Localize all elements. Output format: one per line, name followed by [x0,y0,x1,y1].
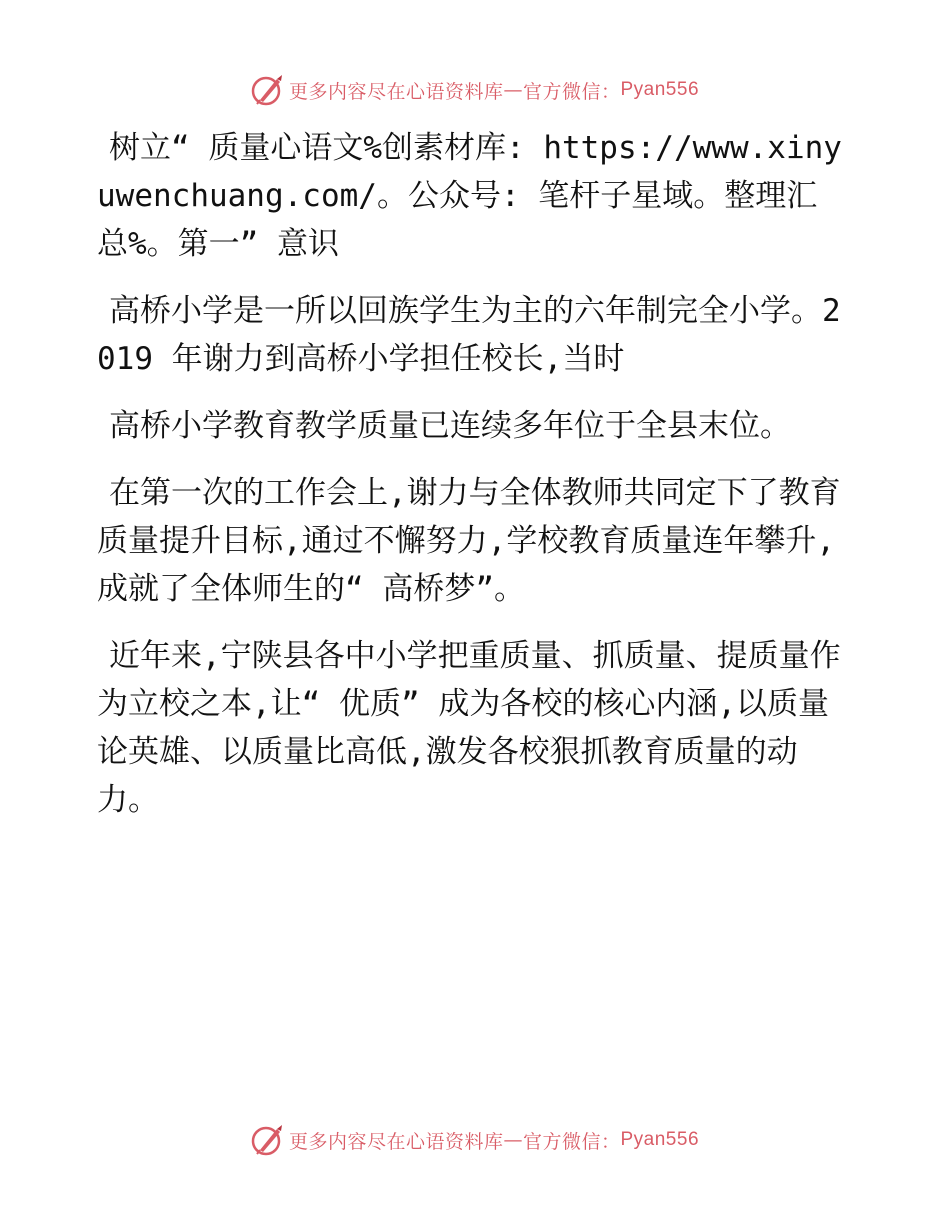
watermark-site-text: 更多内容尽在心语资料库 [288,80,504,103]
quill-pen-in-circle-icon [251,73,285,107]
header-watermark [0,70,950,110]
quill-pen-in-circle-icon [251,1123,285,1157]
document-body [97,124,857,843]
paragraph: 树立“ 质量心语文%创素材库: https://www.xinyuwenchuang.com/。公众号: 笔杆子星域。整理汇总%。第一” 意识 [97,130,842,262]
watermark-wechat-label: 官方微信： [522,1130,621,1153]
watermark-wechat-id: Pyan556 [620,1129,700,1150]
paragraph: 高桥小学教育教学质量已连续多年位于全县末位。 [109,408,791,444]
watermark-wechat-label: 官方微信： [522,80,621,103]
paragraph: 高桥小学是一所以回族学生为主的六年制完全小学。2019 年谢力到高桥小学担任校长,当时 [97,293,841,377]
footer-watermark [0,1120,950,1160]
paragraph: 在第一次的工作会上,谢力与全体教师共同定下了教育质量提升目标,通过不懈努力,学校教育质量连年攀升,成就了全体师生的“ 高桥梦”。 [97,475,841,607]
paragraph: 近年来,宁陕县各中小学把重质量、抓质量、提质量作为立校之本,让“ 优质” 成为各校的核心内涵,以质量论英雄、以质量比高低,激发各校狠抓教育质量的动力。 [97,638,841,818]
watermark-wechat-id: Pyan556 [620,79,700,100]
watermark-dash: — [503,79,523,101]
watermark-site-text: 更多内容尽在心语资料库 [288,1130,504,1153]
watermark-dash: — [503,1129,523,1151]
